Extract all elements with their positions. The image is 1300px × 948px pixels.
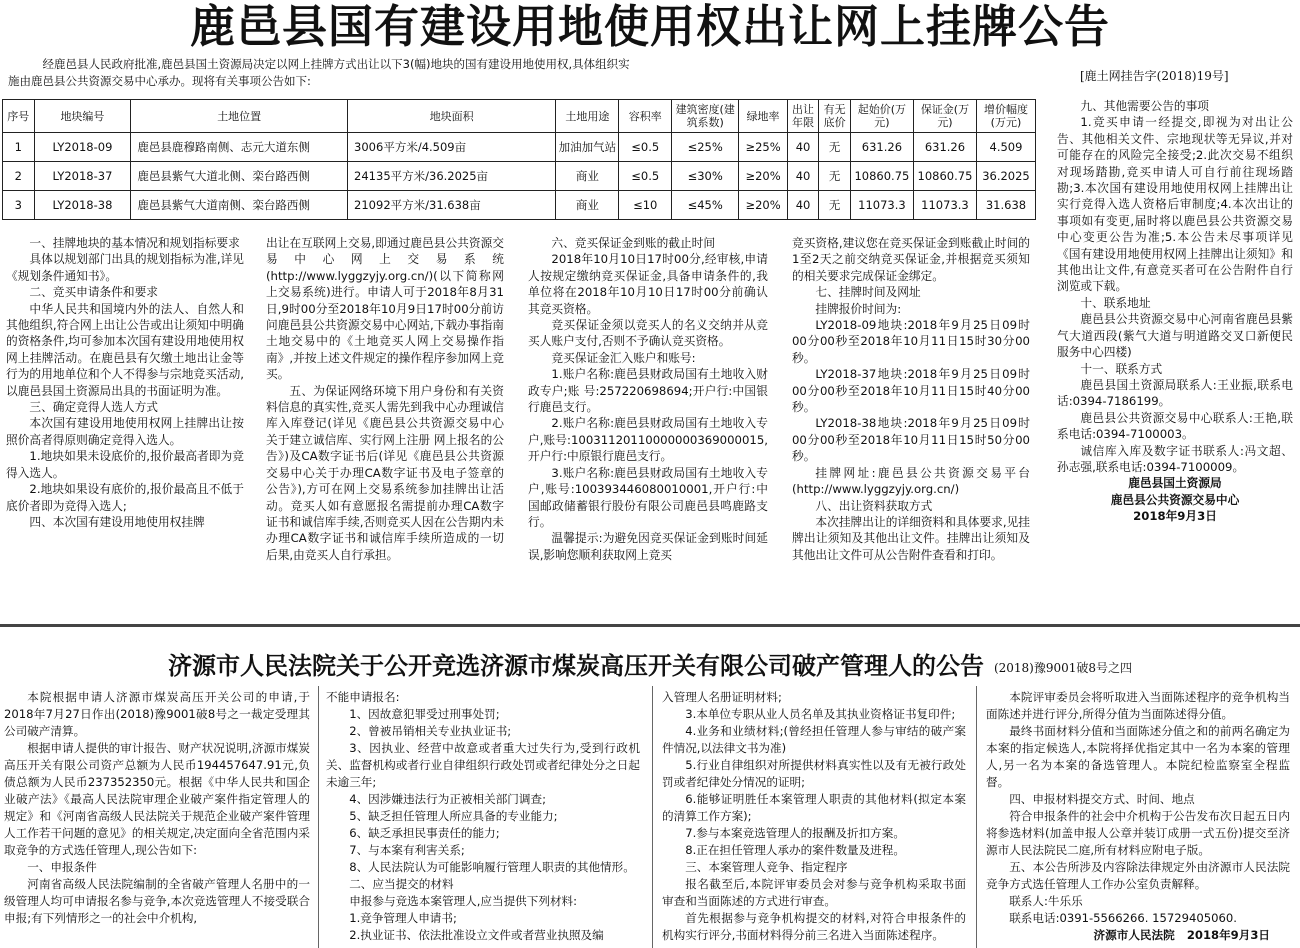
table-cell: 3 — [3, 191, 35, 220]
paragraph: 2.执业证书、依法批准设立文件或者营业执照及编 — [349, 928, 604, 942]
table-cell: 11073.3 — [913, 191, 976, 220]
paragraph: 三、确定竞得人选人方式 — [29, 400, 158, 415]
table-row — [3, 133, 1036, 162]
paragraph: 本院评审委员会将听取进入当面陈述程序的竞争机构当面陈述并进行评分,所得分值为当面陈述得分值。 — [986, 690, 1290, 721]
table-header: 容积率 — [619, 100, 672, 133]
paragraph: 十一、联系方式 — [1080, 361, 1163, 376]
court-signature-date: 2018年9月3日 — [1186, 928, 1270, 942]
table-cell: LY2018-37 — [34, 162, 131, 191]
case-number: (2018)豫9001破8号之四 — [993, 661, 1133, 675]
paragraph: 2.地块如果设有底价的,报价最高且不低于底价者即为竞得入选人; — [6, 482, 244, 513]
column-rule — [976, 686, 977, 948]
table-cell: ≤10 — [619, 191, 672, 220]
paragraph: 二、竞买申请条件和要求 — [29, 285, 158, 300]
document-number: [鹿土网挂告字(2018)19号] — [1080, 69, 1229, 83]
table-header: 土地用途 — [556, 100, 619, 133]
table-header: 序号 — [3, 100, 35, 133]
paragraph: 四、本次国有建设用地使用权挂牌 — [29, 514, 205, 529]
paragraph: 2018年10月10日17时00分,经审核,申请人按规定缴纳竞买保证金,具备申请条件的,我单位将在2018年10月10日17时00分前确认其竞买资格。 — [528, 252, 768, 316]
table-header: 出让年限 — [787, 100, 819, 133]
paragraph: 6、缺乏承担民事责任的能力; — [349, 826, 500, 840]
table-cell: ≤0.5 — [619, 162, 672, 191]
notice2-column-1 — [4, 689, 310, 927]
table-cell: 加油加气站 — [556, 133, 619, 162]
paragraph: 6.能够证明胜任本案管理人职责的其他材料(拟定本案的清算工作方案); — [662, 792, 966, 823]
paragraph: 竞买资格,建议您在竞买保证金到账截止时间的1至2天之前交纳竞买保证金,并根据竞买须知的相关要求完成保证金绑定。 — [792, 236, 1030, 283]
paragraph: 九、其他需要公告的事项 — [1080, 99, 1209, 113]
paragraph: 五、为保证网络环境下用户身份和有关资料信息的真实性,竞买人需先到我中心办理诚信库入库登记(详见《鹿邑县公共资源交易中心关于建立诚信库、实行网上注册 网上报名的公告》)及CA数字证书后(详见《鹿邑县公共资源交易中心关于办理CA数字证书及电子签章的公告》),方可在网上交易系统参加挂牌出让活动。竞买人如有意愿报名需提前办理CA数字证书和诚信库手续,否则竞买人因在公告期内未办理CA数字证书和诚信库手续所造成的一切后果,由竞买人自行承担。 — [266, 383, 504, 562]
notice2-title — [0, 648, 1300, 686]
paragraph: 4.业务和业绩材料;(曾经担任管理人参与审结的破产案件情况,以法律文书为准) — [662, 724, 966, 755]
table-header: 建筑密度(建筑系数) — [672, 100, 739, 133]
table-cell: 631.26 — [913, 133, 976, 162]
table-cell: 24135平方米/36.2025亩 — [348, 162, 556, 191]
paragraph: 不能申请报名: — [326, 690, 400, 704]
notice-intro — [8, 56, 828, 90]
paragraph: 出让在互联网上交易,即通过鹿邑县公共资源交易中心网上交易系统(http://www.lyggzyjy.org.cn/)(以下简称网上交易系统)进行。申请人可于2018年8月31日,9时00分至2018年10月9日17时00分前访问鹿邑县公共资源交易中心网站,下载办事指南土地交易中的《土地竞买人网上交易操作指南》,并按上述文件规定的操作程序参加网上竞买。 — [266, 236, 504, 382]
table-header: 绿地率 — [739, 100, 787, 133]
paragraph: 1.账户名称:鹿邑县财政局国有土地收入财政专户;账 号:257220698694;开户行:中国银行鹿邑支行。 — [528, 367, 768, 415]
paragraph: 三、本案管理人竞争、指定程序 — [685, 860, 848, 874]
table-row — [3, 191, 1036, 220]
paragraph: 河南省高级人民法院编制的全省破产管理人名册中的一级管理人均可申请报名参与竞争,本次竞选管理人不接受联合申报;有下列情形之一的社会中介机构, — [4, 877, 310, 925]
paragraph: LY2018-37地块:2018年9月25日09时00分00秒至2018年10月11日15时40分00秒。 — [792, 367, 1030, 415]
table-cell: 4.509 — [976, 133, 1035, 162]
notice2-column-3 — [662, 689, 966, 944]
paragraph: 4、因涉嫌违法行为正被相关部门调查; — [349, 792, 546, 806]
notice1-column-4 — [792, 235, 1030, 563]
paragraph: 诚信库入库及数字证书联系人:冯文超、孙志强,联系电话:0394-7100009。 — [1057, 443, 1293, 474]
paragraph: LY2018-09地块:2018年9月25日09时00分00秒至2018年10月11日15时30分00秒。 — [792, 318, 1030, 365]
intro-line-2: 施由鹿邑县公共资源交易中心承办。现将有关事项公告如下: — [8, 74, 311, 88]
notice1-column-1 — [6, 235, 244, 530]
paragraph: 1、因故意犯罪受过刑事处罚; — [349, 707, 500, 721]
table-header: 起始价(万元) — [850, 100, 913, 133]
table-cell: 无 — [819, 191, 851, 220]
table-cell: 21092平方米/31.638亩 — [348, 191, 556, 220]
signature-date: 2018年9月3日 — [1133, 509, 1217, 524]
paragraph: 3.账户名称:鹿邑县财政局国有土地收入专户,账号:100393446080010001,开户行:中国邮政储蓄银行股份有限公司鹿邑县鸣鹿路支行。 — [528, 465, 768, 529]
column-rule — [318, 686, 319, 948]
table-cell: 鹿邑县紫气大道北侧、栾台路西侧 — [131, 162, 348, 191]
table-cell: ≤30% — [672, 162, 739, 191]
table-cell: 11073.3 — [850, 191, 913, 220]
signature-issuer-1: 鹿邑县国土资源局 — [1128, 476, 1222, 491]
paragraph: 最终书面材料分值和当面陈述分值之和的前两名确定为本案的指定候选人,本院将择优指定其中一名为本案的管理人,另一名为本案的备选管理人。本院纪检监察室全程监督。 — [986, 724, 1290, 789]
paragraph: 申报参与竞选本案管理人,应当提供下列材料: — [349, 894, 578, 908]
table-header: 地块面积 — [348, 100, 556, 133]
paragraph: 3、因执业、经营中故意或者重大过失行为,受到行政机关、监督机构或者行业自律组织行政处罚或者纪律处分之日起未逾三年; — [326, 741, 640, 789]
column-rule — [652, 686, 653, 948]
paragraph: LY2018-38地块:2018年9月25日09时00分00秒至2018年10月11日15时50分00秒。 — [792, 416, 1030, 464]
paragraph: 5、缺乏担任管理人所应具备的专业能力; — [349, 809, 558, 823]
table-row — [3, 162, 1036, 191]
table-cell: 无 — [819, 162, 851, 191]
table-cell: 商业 — [556, 162, 619, 191]
table-header: 有无底价 — [819, 100, 851, 133]
paragraph: 本次挂牌出让的详细资料和具体要求,见挂牌出让须知及其他出让文件。挂牌出让须知及其他出让文件可从公告附件查看和打印。 — [792, 514, 1030, 562]
paragraph: 本院根据申请人济源市煤炭高压开关公司的申请,于2018年7月27日作出(2018)豫9001破8号之一裁定受理其公司破产清算。 — [4, 690, 310, 738]
paragraph: 联系人:牛乐乐 — [1009, 894, 1083, 908]
table-cell: ≥20% — [739, 162, 787, 191]
table-header: 保证金(万元) — [913, 100, 976, 133]
paragraph: 联系电话:0391-5566266. 15729405060. — [1009, 911, 1237, 925]
paragraph: 一、申报条件 — [27, 860, 97, 874]
paragraph: 3.本单位专职从业人员名单及其执业资格证书复印件; — [685, 707, 956, 721]
paragraph: 1.竞买申请一经提交,即视为对出让公告、其他相关文件、宗地现状等无异议,并对可能存在的风险完全接受;2.此次交易不组织对现场踏勘,竞买申请人可自行前往现场踏勘;3.本次国有建设用地使用权网上挂牌出让实行竞得入选人资格后审制度;4.本次出让的事项如有变更,届时将以鹿邑县公共资源交易中心变更公告为准;5.本公告未尽事项详见《国有建设用地使用权网上挂牌出让须知》和其他出让文件,有意竞买者可在公告附件自行浏览或下载。 — [1057, 115, 1293, 294]
paragraph: 2、曾被吊销相关专业执业证书; — [349, 724, 512, 738]
paragraph: 具体以规划部门出具的规划指标为准,详见《规划条件通知书》。 — [6, 252, 244, 283]
paragraph: 1.竞争管理人申请书; — [349, 911, 457, 925]
table-header-row — [3, 100, 1036, 133]
table-cell: 3006平方米/4.509亩 — [348, 133, 556, 162]
paragraph: 竞买保证金须以竞买人的名义交纳并从竞买人账户支付,否则不予确认竞买资格。 — [528, 318, 768, 349]
table-cell: 631.26 — [850, 133, 913, 162]
paragraph: 1.地块如果未设底价的,报价最高者即为竞得入选人。 — [6, 449, 244, 480]
notice1-column-5 — [1057, 98, 1293, 525]
table-cell: ≥20% — [739, 191, 787, 220]
paragraph: 8、人民法院认为可能影响履行管理人职责的其他情形。 — [349, 860, 635, 874]
paragraph: 8.正在担任管理人承办的案件数量及进程。 — [685, 843, 905, 857]
paragraph: 鹿邑县公共资源交易中心河南省鹿邑县紫气大道西段(紫气大道与明道路交叉口新便民服务中心四楼) — [1057, 312, 1293, 360]
table-header: 地块编号 — [34, 100, 131, 133]
table-header: 增价幅度(万元) — [976, 100, 1035, 133]
table-cell: LY2018-09 — [34, 133, 131, 162]
notice2-column-4 — [986, 689, 1290, 944]
table-cell: 36.2025 — [976, 162, 1035, 191]
paragraph: 鹿邑县国土资源局联系人:王业振,联系电话:0394-7186199。 — [1057, 377, 1293, 409]
paragraph: 报名截至后,本院评审委员会对参与竞争机构采取书面审查和当面陈述的方式进行审查。 — [662, 877, 966, 908]
notice2-column-2 — [326, 689, 640, 944]
table-cell: 鹿邑县鹿穆路南侧、志元大道东侧 — [131, 133, 348, 162]
paragraph: 5.行业自律组织对所提供材料真实性以及有无被行政处罚或者纪律处分情况的证明; — [662, 758, 966, 789]
table-cell: 无 — [819, 133, 851, 162]
paragraph: 一、挂牌地块的基本情况和规划指标要求 — [29, 236, 240, 250]
paragraph: 7、与本案有利害关系; — [349, 843, 465, 857]
table-cell: 鹿邑县紫气大道南侧、栾台路西侧 — [131, 191, 348, 220]
paragraph: 入管理人名册证明材料; — [662, 690, 782, 704]
table-cell: ≤25% — [672, 133, 739, 162]
paragraph: 2.账户名称:鹿邑县财政局国有土地收入专户,账号:10031120110000000369000015,开户行:中原银行鹿邑支行。 — [528, 416, 768, 464]
paragraph: 竞买保证金汇入账户和账号: — [551, 350, 696, 365]
table-cell: 商业 — [556, 191, 619, 220]
table-cell: 40 — [787, 191, 819, 220]
table-cell: 40 — [787, 133, 819, 162]
paragraph: 六、竞买保证金到账的截止时间 — [551, 236, 716, 250]
paragraph: 七、挂牌时间及网址 — [815, 285, 921, 300]
table-cell: 31.638 — [976, 191, 1035, 220]
paragraph: 五、本公告所涉及内容除法律规定外由济源市人民法院竞争方式选任管理人工作办公室负责解释。 — [986, 860, 1290, 891]
table-cell: 10860.75 — [913, 162, 976, 191]
paragraph: 根据申请人提供的审计报告、财产状况说明,济源市煤炭高压开关有限公司资产总额为人民币194457647.91元,负债总额为人民币237352350元。根据《中华人民共和国企业破产法》《最高人民法院审理企业破产案件指定管理人的规定》和《河南省高级人民法院关于规范企业破产案件管理人工作若干问题的意见》的相关规定,决定面向全省范围内采取竞争的方式选任管理人,现公告如下: — [4, 741, 310, 857]
table-cell: 1 — [3, 133, 35, 162]
paragraph: 挂牌报价时间为: — [815, 301, 902, 316]
court-signature — [986, 927, 1290, 944]
table-header: 土地位置 — [131, 100, 348, 133]
notice1-column-3 — [528, 235, 768, 563]
paragraph: 符合申报条件的社会中介机构于公告发布次日起五日内将参选材料(加盖申报人公章并装订成册一式五份)提交至济源市人民法院民二庭,所有材料应附电子版。 — [986, 809, 1290, 857]
section-divider — [0, 624, 1300, 627]
paragraph: 首先根据参与竞争机构提交的材料,对符合申报条件的机构实行评分,书面材料得分前三名进入当面陈述程序。 — [662, 911, 966, 942]
table-cell: ≤45% — [672, 191, 739, 220]
paragraph: 本次国有建设用地使用权网上挂牌出让按照价高者得原则确定竞得入选人。 — [6, 416, 244, 447]
paragraph: 7.参与本案竞选管理人的报酬及折扣方案。 — [685, 826, 905, 840]
intro-line-1: 经鹿邑县人民政府批准,鹿邑县国土资源局决定以网上挂牌方式出让以下3(幅)地块的国有建设用地使用权,具体组织实 — [42, 57, 630, 71]
table-cell: 2 — [3, 162, 35, 191]
paragraph: 二、应当提交的材料 — [349, 877, 454, 891]
parcel-table — [2, 99, 1036, 220]
paragraph: 鹿邑县公共资源交易中心联系人:王艳,联系电话:0394-7100003。 — [1057, 410, 1293, 442]
table-cell: LY2018-38 — [34, 191, 131, 220]
notice-title: 鹿邑县国有建设用地使用权出让网上挂牌公告 — [189, 0, 1110, 53]
paragraph: 温馨提示:为避免因竞买保证金到账时间延误,影响您顺利获取网上竞买 — [528, 531, 768, 562]
paragraph: 四、申报材料提交方式、时间、地点 — [1009, 792, 1195, 806]
paragraph: 中华人民共和国境内外的法人、自然人和其他组织,符合网上出让公告或出让须知中明确的资格条件,均可参加本次国有建设用地使用权网上挂牌活动。在鹿邑县有欠缴土地出让金等行为的用地单位和个人不得参与宗地竞买活动,以鹿邑县国土资源局出具的书面证明为准。 — [6, 301, 244, 398]
signature-issuer-2: 鹿邑县公共资源交易中心 — [1110, 492, 1240, 507]
paragraph: 八、出让资料获取方式 — [815, 498, 933, 513]
table-cell: 10860.75 — [850, 162, 913, 191]
table-cell: 40 — [787, 162, 819, 191]
notice1-column-2 — [266, 235, 504, 563]
table-cell: ≥25% — [739, 133, 787, 162]
notice2-title-text: 济源市人民法院关于公开竞选济源市煤炭高压开关有限公司破产管理人的公告 — [167, 651, 984, 680]
paragraph: 挂牌网址:鹿邑县公共资源交易平台(http://www.lyggzyjy.org.cn/) — [792, 465, 1030, 497]
table-cell: ≤0.5 — [619, 133, 672, 162]
paragraph: 十、联系地址 — [1080, 295, 1151, 310]
court-name: 济源市人民法院 — [1093, 928, 1175, 942]
